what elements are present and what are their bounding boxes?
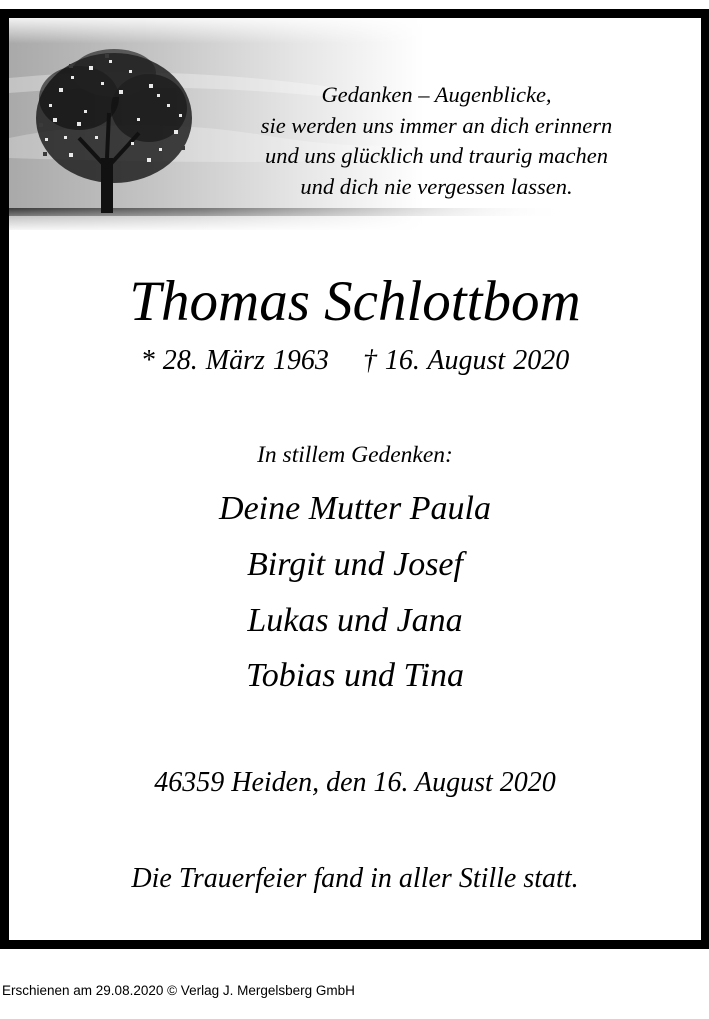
poem-line: und uns glücklich und traurig machen bbox=[264, 143, 609, 168]
poem-line: sie werden uns immer an dich erinnern bbox=[260, 112, 613, 138]
death-date: † 16. August 2020 bbox=[362, 345, 570, 376]
life-dates bbox=[9, 344, 701, 378]
mourner-name: Lukas und Jana bbox=[247, 602, 463, 639]
deceased-name: Thomas Schlottbom bbox=[129, 270, 581, 333]
publication-credit: Erschienen am 29.08.2020 © Verlag J. Mergelsberg GmbH bbox=[2, 983, 355, 998]
birth-date: * 28. März 1963 bbox=[140, 345, 329, 376]
obituary-notice bbox=[0, 9, 709, 949]
mourner-name: Tobias und Tina bbox=[246, 657, 464, 694]
poem-line: und dich nie vergessen lassen. bbox=[300, 173, 573, 199]
poem-line: Gedanken – Augenblicke, bbox=[321, 82, 552, 107]
memorial-poem bbox=[209, 80, 664, 202]
remembrance-intro: In stillem Gedenken: bbox=[257, 442, 453, 468]
place-and-date: 46359 Heiden, den 16. August 2020 bbox=[154, 767, 556, 798]
funeral-note: Die Trauerfeier fand in aller Stille statt. bbox=[131, 863, 579, 894]
mourner-name: Birgit und Josef bbox=[247, 546, 463, 583]
mourner-name: Deine Mutter Paula bbox=[219, 490, 491, 527]
